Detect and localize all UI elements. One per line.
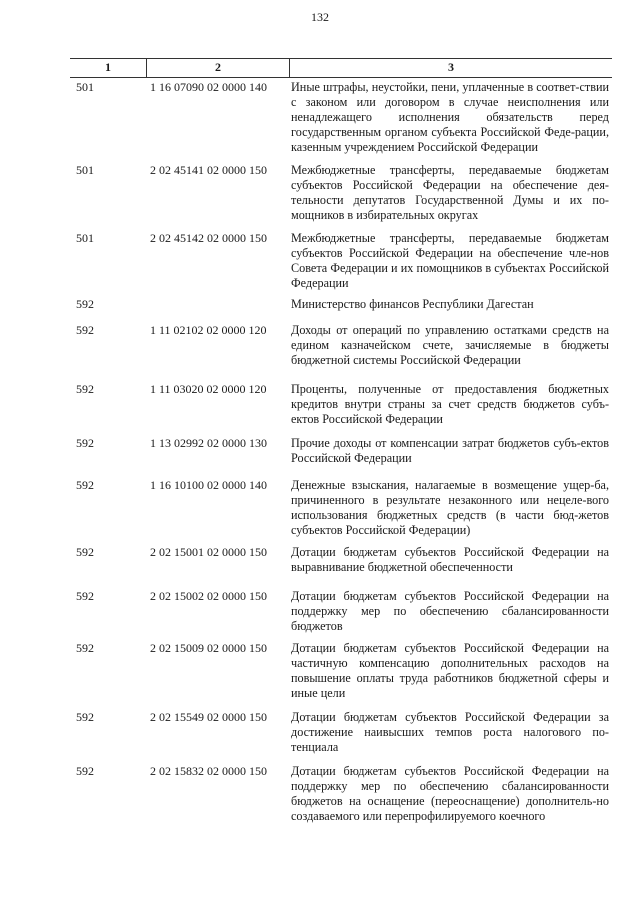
revenue-code: 2 02 15002 02 0000 150 (150, 589, 267, 603)
admin-code: 592 (76, 589, 94, 603)
revenue-code: 2 02 15832 02 0000 150 (150, 764, 267, 778)
revenue-code: 2 02 45142 02 0000 150 (150, 231, 267, 245)
revenue-code: 1 16 07090 02 0000 140 (150, 80, 267, 94)
revenue-description: Проценты, полученные от предоставления бюджетных кредитов внутри страны за счет средств бюджетов субъ-ектов Российской Федерации (291, 382, 609, 426)
revenue-code: 2 02 45141 02 0000 150 (150, 163, 267, 177)
admin-code: 592 (76, 478, 94, 492)
admin-code: 592 (76, 641, 94, 655)
column-header-1: 1 (105, 60, 111, 74)
admin-code: 501 (76, 163, 94, 177)
admin-code: 501 (76, 231, 94, 245)
revenue-code: 1 11 03020 02 0000 120 (150, 382, 267, 396)
table-header (70, 58, 612, 78)
revenue-code: 1 13 02992 02 0000 130 (150, 436, 267, 450)
revenue-description: Межбюджетные трансферты, передаваемые бюджетам субъектов Российской Федерации на обеспечение дея-тельности депутатов Государственной Думы и их по-мощников в избирательных округах (291, 163, 609, 222)
revenue-description: Иные штрафы, неустойки, пени, уплаченные в соответ-ствии с законом или договором в случае неисполнения или ненадлежащего исполнения обязательств перед государственным органом субъекта Российской Феде-рации, казенным учреждением Российской Федерации (291, 80, 609, 154)
admin-code: 592 (76, 436, 94, 450)
revenue-description: Министерство финансов Республики Дагестан (291, 297, 534, 311)
admin-code: 592 (76, 764, 94, 778)
admin-code: 592 (76, 323, 94, 337)
admin-code: 592 (76, 710, 94, 724)
revenue-description: Доходы от операций по управлению остатками средств на едином казначейском счете, зачисляемые в бюджеты бюджетной системы Российской Федерации (291, 323, 609, 367)
revenue-description: Дотации бюджетам субъектов Российской Федерации за достижение наивысших темпов роста налогового по-тенциала (291, 710, 609, 754)
revenue-code: 1 16 10100 02 0000 140 (150, 478, 267, 492)
revenue-description: Прочие доходы от компенсации затрат бюджетов субъ-ектов Российской Федерации (291, 436, 609, 465)
revenue-code: 2 02 15001 02 0000 150 (150, 545, 267, 559)
revenue-code: 1 11 02102 02 0000 120 (150, 323, 267, 337)
revenue-description: Дотации бюджетам субъектов Российской Федерации на выравнивание бюджетной обеспеченности (291, 545, 609, 574)
revenue-description: Межбюджетные трансферты, передаваемые бюджетам субъектов Российской Федерации на обеспечение чле-нов Совета Федерации и их помощников в субъектах Российской Федерации (291, 231, 609, 290)
admin-code: 592 (76, 382, 94, 396)
admin-code: 592 (76, 297, 94, 311)
revenue-code: 2 02 15009 02 0000 150 (150, 641, 267, 655)
revenue-description: Дотации бюджетам субъектов Российской Федерации на частичную компенсацию дополнительных расходов на повышение оплаты труда работников бюджетной сферы и иные цели (291, 641, 609, 700)
column-header-2: 2 (215, 60, 221, 74)
page-number: 132 (311, 10, 329, 24)
admin-code: 501 (76, 80, 94, 94)
revenue-description: Дотации бюджетам субъектов Российской Федерации на поддержку мер по обеспечению сбалансированности бюджетов на оснащение (переоснащение) дополнитель-но создаваемого или перепрофилируемого коечного (291, 764, 609, 823)
revenue-code: 2 02 15549 02 0000 150 (150, 710, 267, 724)
revenue-description: Дотации бюджетам субъектов Российской Федерации на поддержку мер по обеспечению сбалансированности бюджетов (291, 589, 609, 633)
column-header-3: 3 (448, 60, 454, 74)
admin-code: 592 (76, 545, 94, 559)
revenue-description: Денежные взыскания, налагаемые в возмещение ущер-ба, причиненного в результате незаконного или нецеле-вого использования бюджетных средств (в части бюд-жетов субъектов Российской Федерации) (291, 478, 609, 537)
